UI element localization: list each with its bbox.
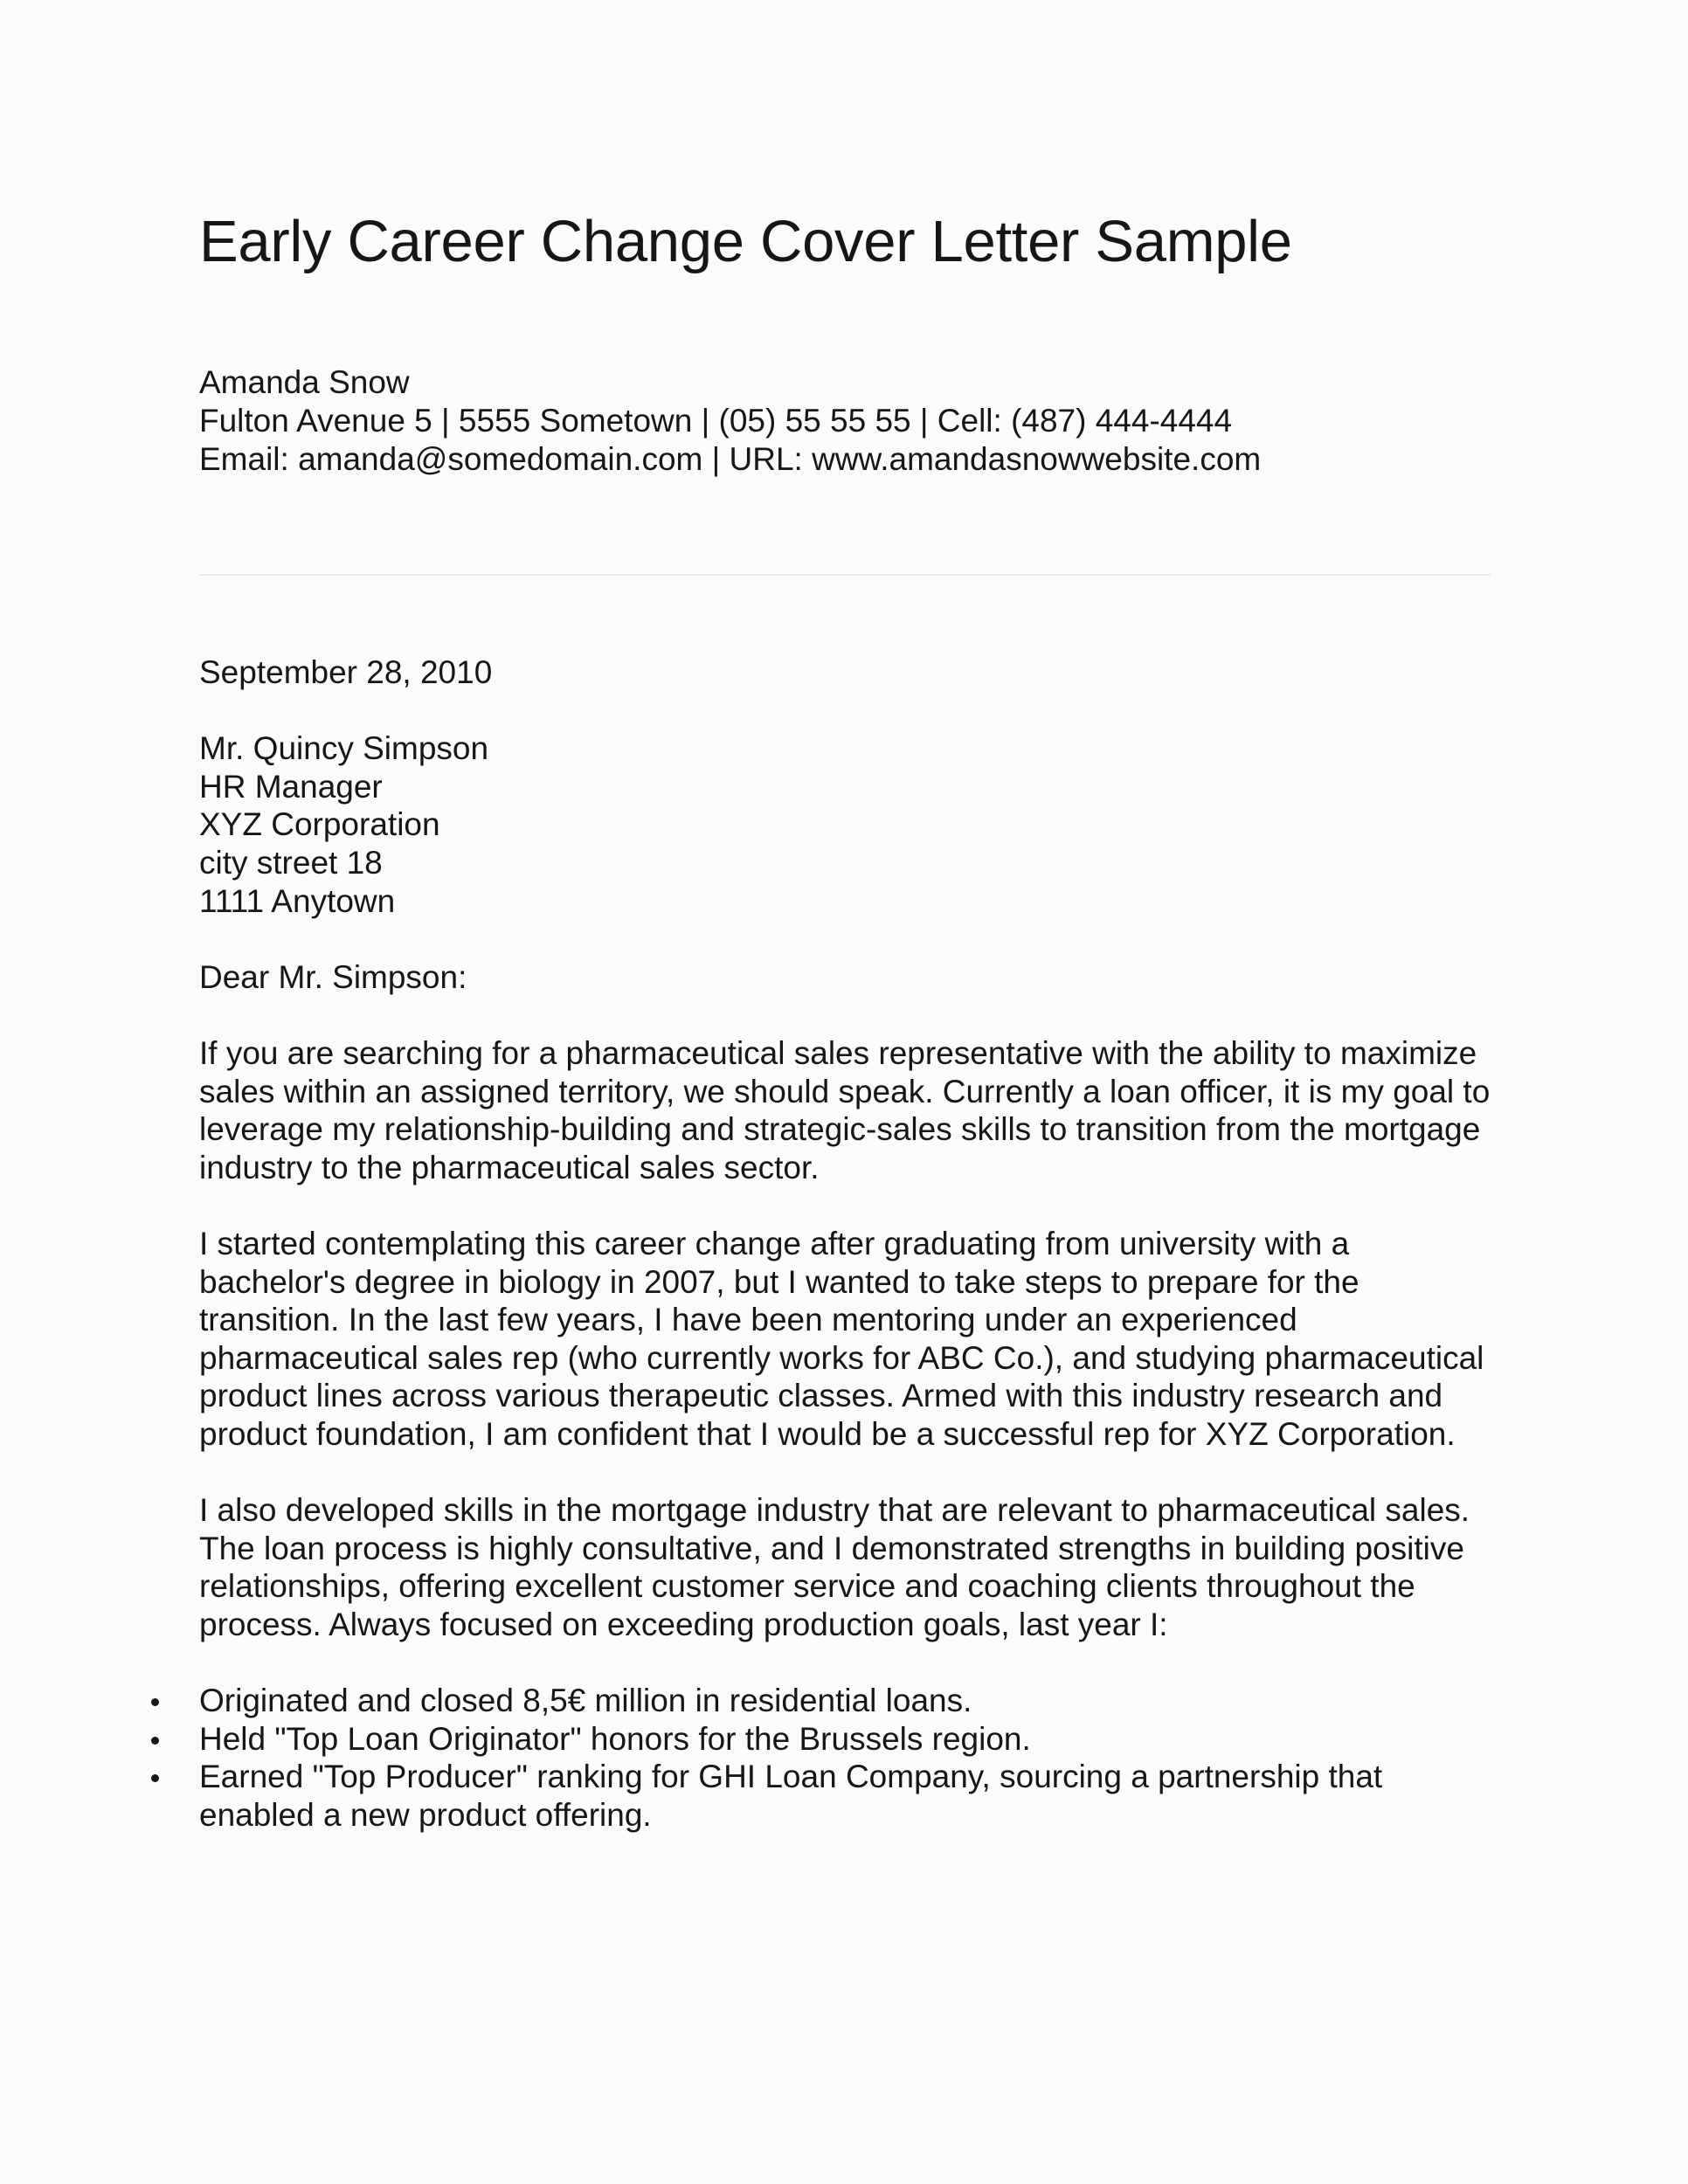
bullet-icon <box>151 1698 159 1706</box>
sender-name: Amanda Snow <box>199 364 410 400</box>
recipient-company: XYZ Corporation <box>199 806 440 843</box>
body-paragraph: I also developed skills in the mortgage industry that are relevant to pharmaceutical sales. The loan process is highly consultative, and I demonstrated strengths in building positive relationships, offering excellent customer service and coaching clients throughout the process. Always focused on exceeding production goals, last year I: <box>199 1492 1470 1642</box>
letter-date: September 28, 2010 <box>199 654 493 690</box>
bullet-icon <box>151 1737 159 1745</box>
bullet-icon <box>151 1774 159 1782</box>
list-item-text: Earned "Top Producer" ranking for GHI Loan Company, sourcing a partnership that enabled a new product offering. <box>199 1759 1383 1833</box>
achievements-list <box>199 1682 1491 1834</box>
list-item <box>199 1720 1491 1759</box>
body-paragraph: If you are searching for a pharmaceutical sales representative with the ability to maximize sales within an assigned territory, we should speak. Currently a loan officer, it is my goal to leverage my relationship-building and strategic-sales skills to transition from the mortgage industry to the pharmaceutical sales sector. <box>199 1034 1491 1185</box>
recipient-city: 1111 Anytown <box>199 882 396 919</box>
sender-address: Fulton Avenue 5 | 5555 Sometown | (05) 55 55 55 | Cell: (487) 444-4444 <box>199 403 1233 439</box>
list-item-text: Held "Top Loan Originator" honors for the Brussels region. <box>199 1720 1031 1757</box>
recipient-street: city street 18 <box>199 844 383 881</box>
list-item <box>199 1758 1491 1834</box>
sender-contact: Email: amanda@somedomain.com | URL: www.amandasnowwebsite.com <box>199 441 1262 477</box>
recipient-block <box>199 729 1491 920</box>
letter-body <box>199 653 1491 1834</box>
list-item <box>199 1682 1491 1720</box>
list-item-text: Originated and closed 8,5€ million in residential loans. <box>199 1683 972 1719</box>
body-paragraph: I started contemplating this career change after graduating from university with a bachelor's degree in biology in 2007, but I wanted to take steps to prepare for the transition. In the last few years, I have been mentoring under an experienced pharmaceutical sales rep (who currently works for ABC Co.), and studying pharmaceutical product lines across various therapeutic classes. Armed with this industry research and product foundation, I am confident that I would be a successful rep for XYZ Corporation. <box>199 1225 1484 1452</box>
salutation: Dear Mr. Simpson: <box>199 958 467 995</box>
recipient-name: Mr. Quincy Simpson <box>199 730 489 767</box>
recipient-title: HR Manager <box>199 768 383 805</box>
page-title: Early Career Change Cover Letter Sample <box>199 209 1292 274</box>
sender-block <box>199 363 1261 479</box>
header-divider <box>199 574 1491 576</box>
